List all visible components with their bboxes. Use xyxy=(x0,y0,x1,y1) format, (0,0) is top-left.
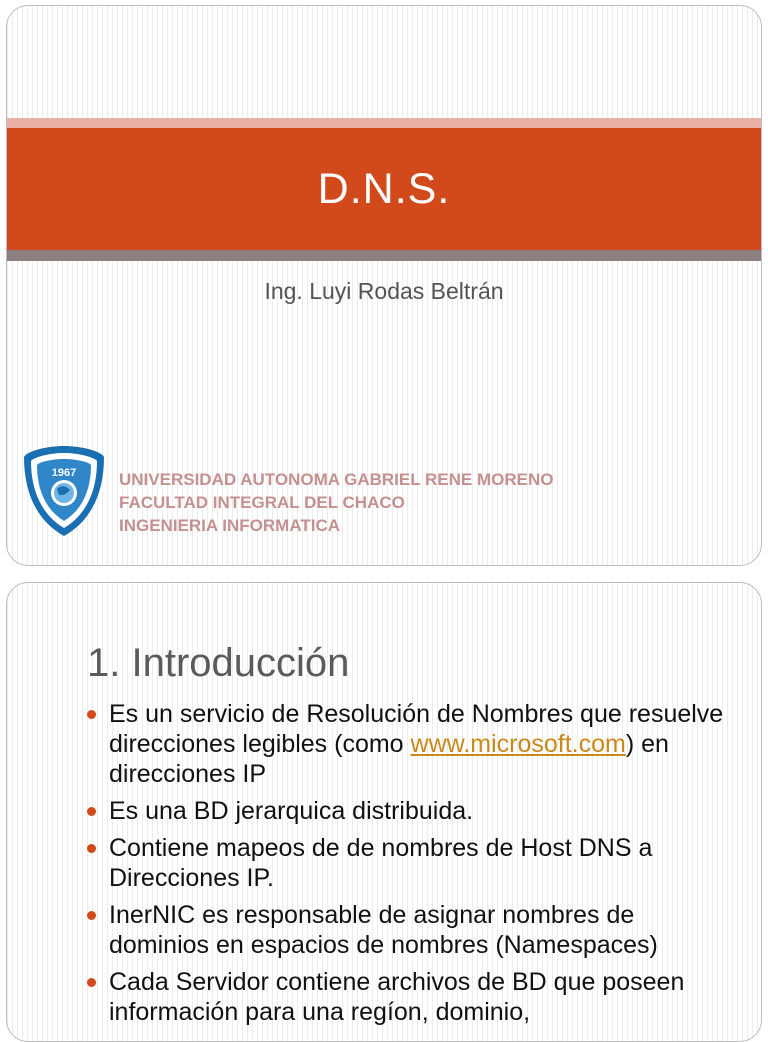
bullet-dot-icon xyxy=(87,844,96,853)
bullet-dot-icon xyxy=(87,911,96,920)
bullet-dot-icon xyxy=(87,807,96,816)
bullet-text: Cada Servidor contiene archivos de BD que poseen información para una regíon, dominio, xyxy=(109,968,685,1026)
presenter-name: Ing. Luyi Rodas Beltrán xyxy=(264,278,504,304)
bullet-item xyxy=(85,967,735,1027)
bullet-dot-icon xyxy=(87,978,96,987)
logo-year: 1967 xyxy=(51,467,77,479)
bullet-item xyxy=(85,796,735,826)
title-band xyxy=(7,128,761,250)
accent-band-top xyxy=(7,118,761,128)
university-name: UNIVERSIDAD AUTONOMA GABRIEL RENE MORENO xyxy=(119,470,554,489)
bullet-list xyxy=(85,699,735,1034)
bullet-text: InerNIC es responsable de asignar nombres de dominios en espacios de nombres (Namespaces) xyxy=(109,901,658,959)
bullet-text: ) en direcciones IP xyxy=(109,730,669,788)
bullet-item xyxy=(85,900,735,960)
section-title: 1. Introducción xyxy=(87,641,350,685)
bullet-item xyxy=(85,699,735,789)
slide-title: D.N.S. xyxy=(317,164,451,213)
institution-block xyxy=(119,468,553,537)
title-slide xyxy=(6,5,762,566)
faculty-name: FACULTAD INTEGRAL DEL CHACO xyxy=(119,493,405,512)
bullet-text: Es un servicio de Resolución de Nombres que resuelve direcciones legibles (como xyxy=(109,700,724,758)
bullet-text: Es una BD jerarquica distribuida. xyxy=(109,797,474,825)
microsoft-link[interactable]: www.microsoft.com xyxy=(410,730,626,758)
university-shield-logo-icon xyxy=(21,443,107,539)
accent-band-bottom xyxy=(7,250,761,261)
bullet-text: Contiene mapeos de de nombres de Host DNS a Direcciones IP. xyxy=(109,834,653,892)
bullet-item xyxy=(85,833,735,893)
bullet-dot-icon xyxy=(87,710,96,719)
introduction-slide xyxy=(6,582,762,1042)
program-name: INGENIERIA INFORMATICA xyxy=(119,516,340,535)
